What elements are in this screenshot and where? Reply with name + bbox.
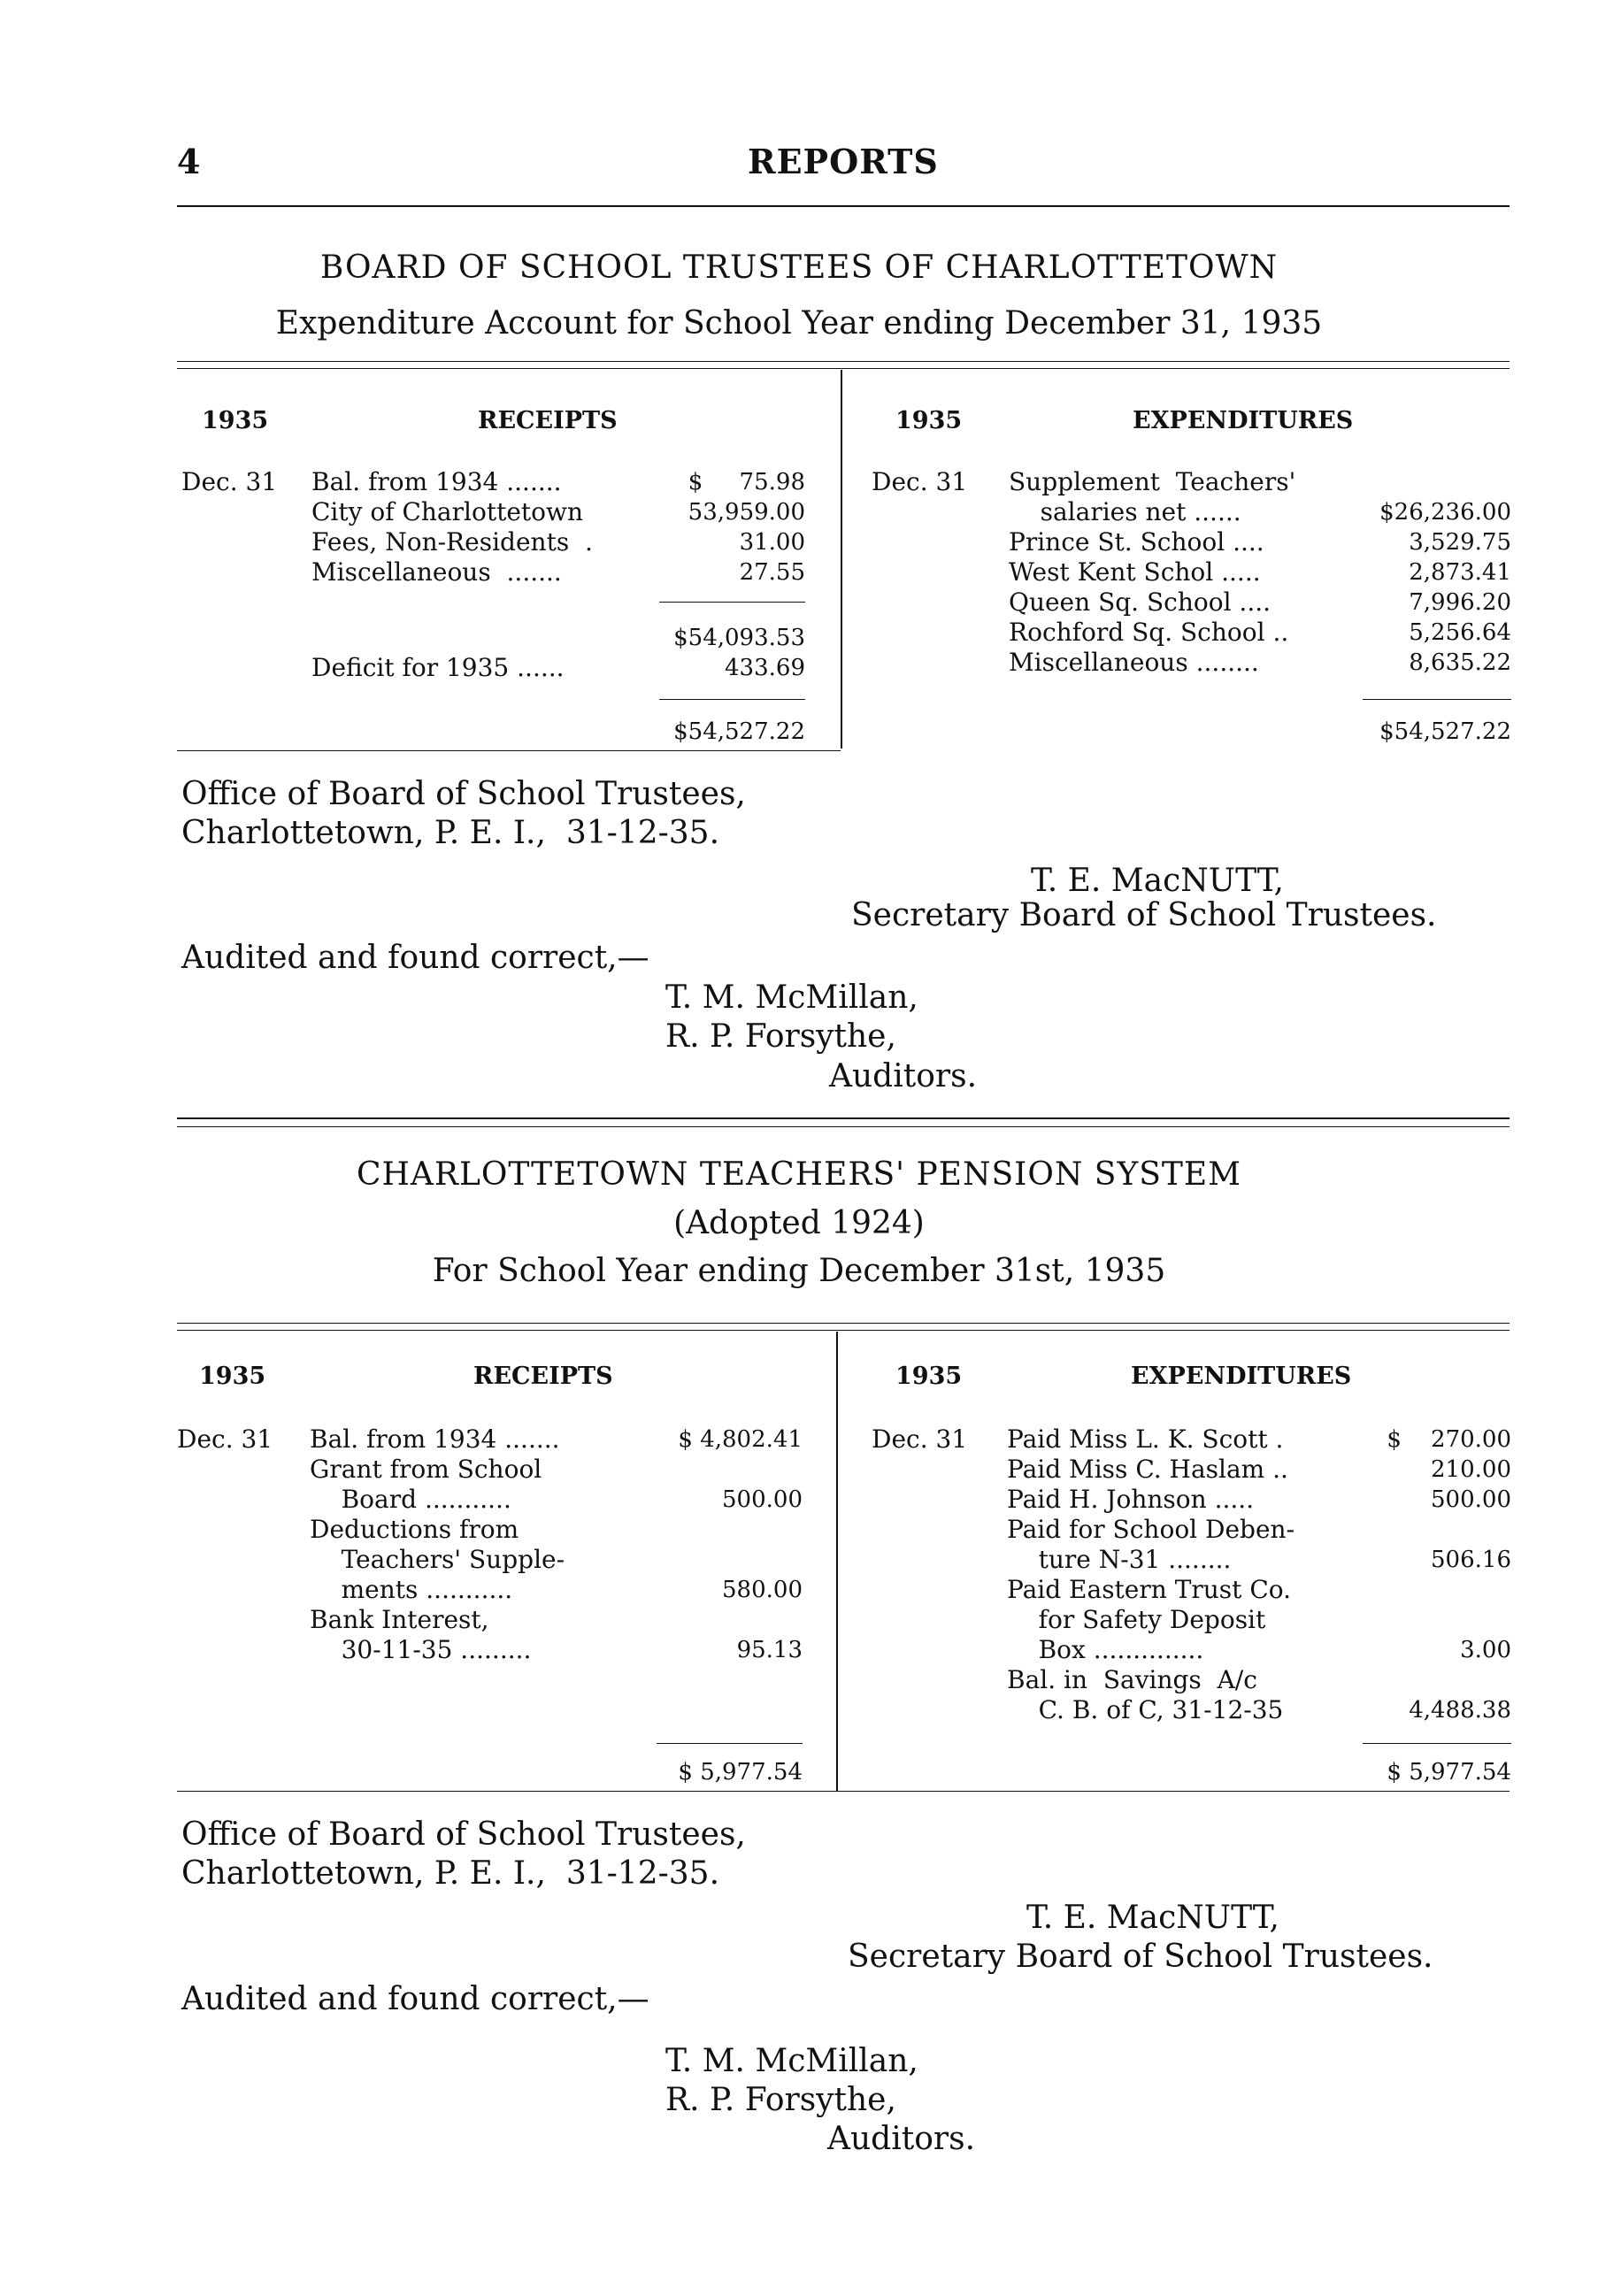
s2-secretary-name: T. E. MacNUTT, xyxy=(1026,1900,1279,1936)
s2-receipts-total-rule xyxy=(657,1743,803,1744)
s1-expenditures-total-rule xyxy=(1363,699,1511,700)
s1-auditor-name: R. P. Forsythe, xyxy=(665,1018,896,1055)
s2-receipt-label: Teachers' Supple- xyxy=(310,1545,565,1574)
s1-receipts-heading: RECEIPTS xyxy=(478,407,618,434)
s2-receipt-label: Board ........... xyxy=(310,1485,511,1514)
s1-expenditure-amount: 5,256.64 xyxy=(1409,619,1511,646)
s1-expenditure-label: Miscellaneous ........ xyxy=(1009,648,1259,677)
s1-expenditure-label: West Kent Schol ..... xyxy=(1009,557,1261,587)
section-1-rule-top-a xyxy=(177,361,1510,362)
s2-receipt-amount: $ 4,802.41 xyxy=(678,1426,803,1453)
s1-receipt-label: Miscellaneous ....... xyxy=(311,557,562,587)
s2-expenditure-amount: 500.00 xyxy=(1431,1486,1511,1513)
s2-expenditure-label: ture N-31 ........ xyxy=(1007,1545,1232,1574)
s1-deficit-label: Deficit for 1935 ...... xyxy=(311,653,565,682)
s2-receipt-label: Bal. from 1934 ....... xyxy=(310,1424,560,1454)
s2-expenditure-label: for Safety Deposit xyxy=(1007,1605,1266,1634)
s1-receipts-total: $54,527.22 xyxy=(673,718,805,745)
s2-receipt-label: 30-11-35 ......... xyxy=(310,1635,532,1664)
s2-auditor-name: T. M. McMillan, xyxy=(665,2043,918,2079)
s2-expenditure-label: Paid for School Deben- xyxy=(1007,1515,1295,1544)
s1-expenditure-label: Rochford Sq. School .. xyxy=(1009,618,1289,647)
s2-receipt-amount: 580.00 xyxy=(722,1577,803,1603)
s1-receipt-label: Fees, Non-Residents . xyxy=(311,527,593,557)
running-head: REPORTS xyxy=(748,142,939,181)
s2-receipt-amount: 500.00 xyxy=(722,1486,803,1513)
s2-expenditure-label: Paid H. Johnson ..... xyxy=(1007,1485,1255,1514)
section-1-title: BOARD OF SCHOOL TRUSTEES OF CHARLOTTETOWN xyxy=(319,250,1279,286)
s2-expenditure-amount: 4,488.38 xyxy=(1409,1697,1511,1724)
s1-receipts-subtotal-rule xyxy=(659,602,805,603)
s2-receipt-label: Deductions from xyxy=(310,1515,519,1544)
s1-expenditures-heading: EXPENDITURES xyxy=(1133,407,1354,434)
s1-receipt-amount: $ 75.98 xyxy=(688,469,805,495)
s1-receipts-year: 1935 xyxy=(202,407,269,434)
s1-auditors-label: Auditors. xyxy=(829,1058,978,1094)
s1-expenditure-amount: 2,873.41 xyxy=(1409,559,1511,586)
section-divider-b xyxy=(177,1126,1510,1127)
s2-receipt-label: ments ........... xyxy=(310,1575,513,1604)
s2-receipts-total: $ 5,977.54 xyxy=(678,1759,803,1785)
page-number: 4 xyxy=(177,142,202,181)
s1-expenditure-amount: $26,236.00 xyxy=(1379,499,1511,526)
section-2-rule-top-a xyxy=(177,1323,1510,1324)
section-1-subtitle: Expenditure Account for School Year ending December 31, 1935 xyxy=(275,305,1323,342)
s2-office-line: Office of Board of School Trustees, xyxy=(181,1816,746,1853)
section-2-title: CHARLOTTETOWN TEACHERS' PENSION SYSTEM xyxy=(356,1156,1242,1193)
s2-audit-statement: Audited and found correct,— xyxy=(181,1981,649,2017)
section-2-rule-top-b xyxy=(177,1330,1510,1331)
section-2-subtitle: For School Year ending December 31st, 1935 xyxy=(432,1253,1166,1289)
s1-receipt-label: City of Charlottetown xyxy=(311,497,584,526)
s2-expenditures-total-rule xyxy=(1363,1743,1511,1744)
s1-deficit-amount: 433.69 xyxy=(725,655,805,681)
s1-expenditures-total: $54,527.22 xyxy=(1379,718,1511,745)
s2-auditor-name: R. P. Forsythe, xyxy=(665,2082,896,2118)
s1-receipt-label: Bal. from 1934 ....... xyxy=(311,467,562,496)
s2-receipts-year: 1935 xyxy=(199,1363,266,1390)
s1-receipt-amount: 53,959.00 xyxy=(688,499,805,526)
s1-expenditures-year: 1935 xyxy=(895,407,963,434)
s2-expenditure-label: Paid Miss L. K. Scott . xyxy=(1007,1424,1284,1454)
s1-office-line: Office of Board of School Trustees, xyxy=(181,776,746,812)
section-2-adopted: (Adopted 1924) xyxy=(673,1205,925,1241)
s1-expenditure-label: Supplement Teachers' xyxy=(1009,467,1296,496)
s2-expenditure-amount: 210.00 xyxy=(1431,1456,1511,1483)
s1-bottom-rule xyxy=(177,750,841,751)
s2-expenditures-heading: EXPENDITURES xyxy=(1131,1363,1352,1390)
s1-expenditures-date: Dec. 31 xyxy=(872,467,968,496)
s2-secretary-title: Secretary Board of School Trustees. xyxy=(848,1939,1433,1975)
s2-bottom-rule xyxy=(177,1791,1510,1792)
s2-receipt-label: Bank Interest, xyxy=(310,1605,489,1634)
s1-receipt-amount: 31.00 xyxy=(739,529,805,556)
s2-office-line: Charlottetown, P. E. I., 31-12-35. xyxy=(181,1855,720,1892)
section-1-column-divider xyxy=(841,370,842,749)
s1-receipts-total-rule xyxy=(659,699,805,700)
s2-expenditures-total: $ 5,977.54 xyxy=(1387,1759,1511,1785)
s2-expenditures-date: Dec. 31 xyxy=(872,1424,968,1454)
section-2-column-divider xyxy=(836,1332,838,1792)
s2-expenditure-label: Box .............. xyxy=(1007,1635,1204,1664)
s2-expenditure-label: Bal. in Savings A/c xyxy=(1007,1665,1257,1694)
s2-receipts-heading: RECEIPTS xyxy=(473,1363,613,1390)
section-divider-a xyxy=(177,1117,1510,1119)
s1-receipts-subtotal: $54,093.53 xyxy=(673,625,805,651)
s1-secretary-name: T. E. MacNUTT, xyxy=(1031,863,1284,899)
s1-expenditure-amount: 3,529.75 xyxy=(1409,529,1511,556)
s1-auditor-name: T. M. McMillan, xyxy=(665,979,918,1016)
header-rule xyxy=(177,205,1510,207)
s2-expenditure-label: C. B. of C, 31-12-35 xyxy=(1007,1695,1284,1724)
s1-expenditure-amount: 8,635.22 xyxy=(1409,649,1511,676)
s2-auditors-label: Auditors. xyxy=(827,2121,976,2157)
s2-expenditure-amount: 506.16 xyxy=(1431,1547,1511,1573)
s2-expenditure-label: Paid Miss C. Haslam .. xyxy=(1007,1455,1288,1484)
s2-expenditures-year: 1935 xyxy=(895,1363,963,1390)
s1-expenditure-label: Prince St. School .... xyxy=(1009,527,1264,557)
s2-expenditure-amount: $ 270.00 xyxy=(1387,1426,1511,1453)
s1-expenditure-label: Queen Sq. School .... xyxy=(1009,587,1271,617)
s1-office-line: Charlottetown, P. E. I., 31-12-35. xyxy=(181,815,720,851)
s1-receipt-amount: 27.55 xyxy=(739,559,805,586)
s1-receipts-date: Dec. 31 xyxy=(181,467,278,496)
s1-secretary-title: Secretary Board of School Trustees. xyxy=(851,897,1437,933)
s2-receipt-label: Grant from School xyxy=(310,1455,542,1484)
s2-receipts-date: Dec. 31 xyxy=(177,1424,273,1454)
s1-expenditure-label: salaries net ...... xyxy=(1009,497,1241,526)
section-1-rule-top-b xyxy=(177,368,1510,369)
s1-expenditure-amount: 7,996.20 xyxy=(1409,589,1511,616)
s1-audit-statement: Audited and found correct,— xyxy=(181,940,649,976)
s2-expenditure-amount: 3.00 xyxy=(1460,1637,1511,1663)
s2-expenditure-label: Paid Eastern Trust Co. xyxy=(1007,1575,1292,1604)
s2-receipt-amount: 95.13 xyxy=(736,1637,803,1663)
